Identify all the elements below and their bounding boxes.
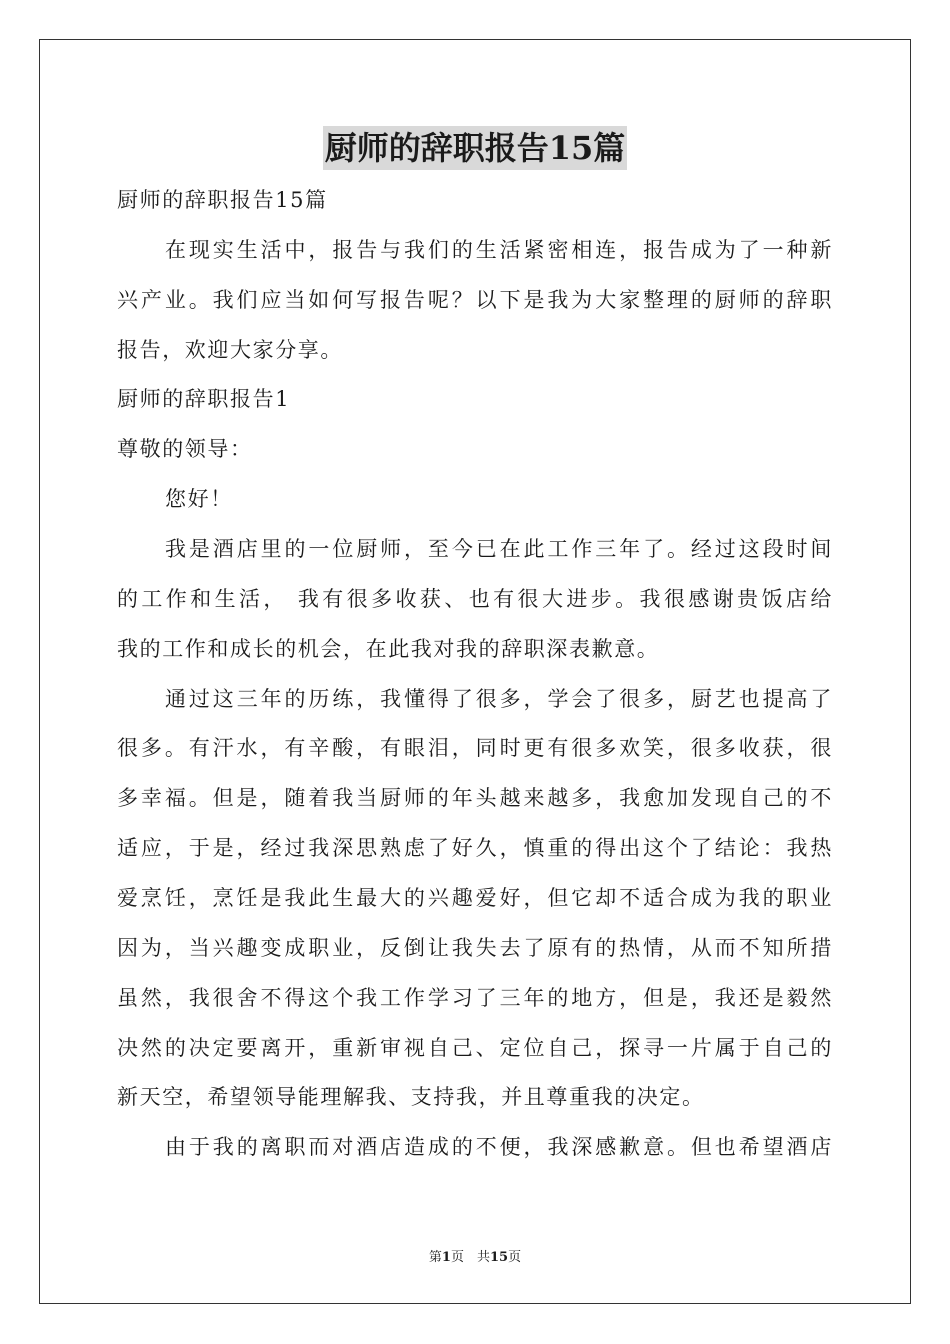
footer-page-suffix: 页 [508,1250,522,1265]
document-title: 厨师的辞职报告15篇 [323,126,628,170]
paragraph-line: 虽然，我很舍不得这个我工作学习了三年的地方，但是，我还是毅然 [117,986,833,1010]
section-heading: 厨师的辞职报告1 [117,387,291,411]
footer-page-mid: 页 共 [450,1250,490,1265]
paragraph-line: 报告，欢迎大家分享。 [117,338,343,362]
paragraph-line: 因为，当兴趣变成职业，反倒让我失去了原有的热情，从而不知所措 [117,936,833,960]
page-border [39,39,911,1304]
paragraph-line: 我的工作和成长的机会，在此我对我的辞职深表歉意。 [117,637,660,661]
paragraph-line: 决然的决定要离开，重新审视自己、定位自己，探寻一片属于自己的 [117,1036,833,1060]
salutation: 尊敬的领导： [117,437,253,461]
page-footer [0,1249,950,1267]
paragraph-line: 在现实生活中，报告与我们的生活紧密相连，报告成为了一种新 [165,238,833,262]
footer-page-total: 15 [489,1250,509,1265]
paragraph-line: 由于我的离职而对酒店造成的不便，我深感歉意。但也希望酒店 [165,1135,833,1159]
paragraph-line: 兴产业。我们应当如何写报告呢？以下是我为大家整理的厨师的辞职 [117,288,833,312]
footer-page-current: 1 [441,1250,451,1265]
paragraph-line: 爱烹饪，烹饪是我此生最大的兴趣爱好，但它却不适合成为我的职业 [117,886,833,910]
greeting: 您好！ [165,487,233,511]
paragraph-line: 适应，于是，经过我深思熟虑了好久，慎重的得出这个了结论：我热 [117,836,833,860]
paragraph-line: 通过这三年的历练，我懂得了很多，学会了很多，厨艺也提高了 [165,687,833,711]
footer-page-prefix: 第 [428,1250,442,1265]
title-container [0,126,950,170]
paragraph-line: 的工作和生活， 我有很多收获、也有很大进步。我很感谢贵饭店给 [117,587,833,611]
paragraph-line: 多幸福。但是，随着我当厨师的年头越来越多，我愈加发现自己的不 [117,786,833,810]
paragraph-line: 新天空，希望领导能理解我、支持我，并且尊重我的决定。 [117,1085,705,1109]
paragraph-line: 我是酒店里的一位厨师，至今已在此工作三年了。经过这段时间 [165,537,833,561]
paragraph-line: 很多。有汗水，有辛酸，有眼泪，同时更有很多欢笑，很多收获，很 [117,736,833,760]
subtitle-line: 厨师的辞职报告15篇 [117,188,328,212]
